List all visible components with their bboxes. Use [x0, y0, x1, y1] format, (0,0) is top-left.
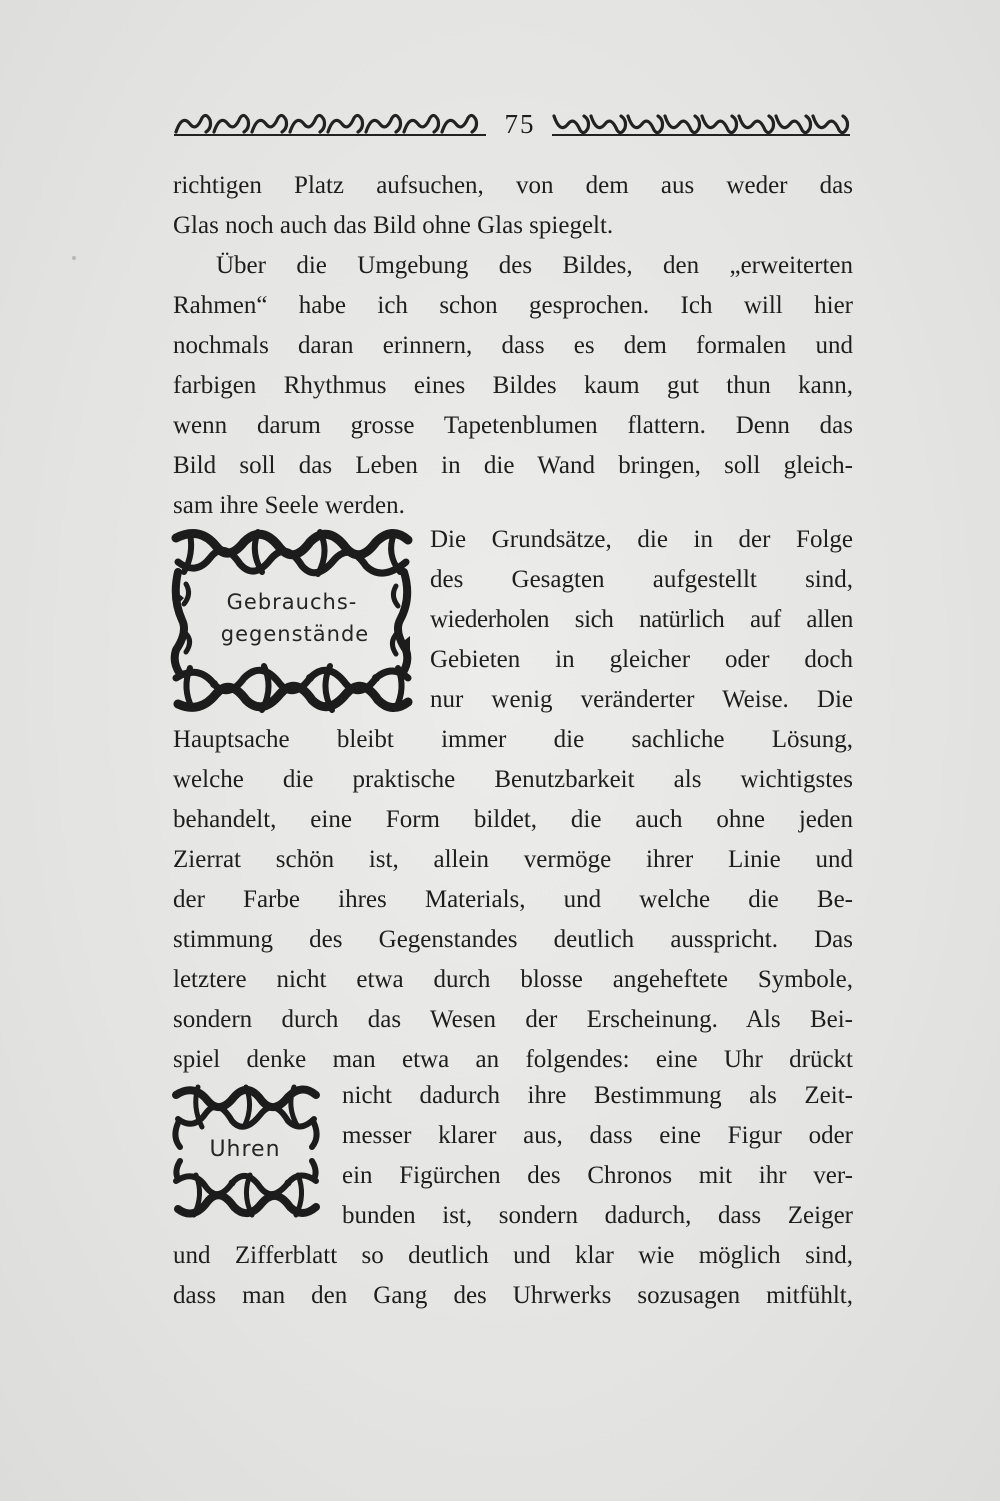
- text-line-1: richtigen Platz aufsuchen, von dem aus weder das: [173, 172, 853, 199]
- page-number: 75: [504, 109, 536, 139]
- text-line-29: dass man den Gang des Uhrwerks sozusagen mitfühlt,: [173, 1282, 853, 1309]
- heading-label-gegenstaende: gegenstände: [220, 622, 370, 646]
- heading-label-uhren: Uhren: [209, 1137, 281, 1162]
- text-line-4: Rahmen“ habe ich schon gesprochen. Ich will hier: [173, 292, 853, 319]
- text-line-5: nochmals daran erinnern, dass es dem formalen und: [173, 332, 853, 359]
- text-line-17: behandelt, eine Form bildet, die auch ohne jeden: [173, 806, 853, 833]
- text-line-11: des Gesagten aufgestellt sind,: [430, 566, 853, 593]
- vine-ornament-frame-icon: [170, 528, 414, 713]
- text-line-16: welche die praktische Benutzbarkeit als wichtigstes: [173, 766, 853, 793]
- text-line-25: messer klarer aus, dass eine Figur oder: [342, 1122, 853, 1149]
- text-line-9: sam ihre Seele werden.: [173, 492, 405, 519]
- text-line-22: sondern durch das Wesen der Erscheinung. Als Bei-: [173, 1006, 853, 1033]
- marginal-heading-uhren: [172, 1083, 320, 1219]
- text-line-26: ein Figürchen des Chronos mit ihr ver-: [342, 1162, 853, 1189]
- text-line-8: Bild soll das Leben in die Wand bringen, soll gleich-: [173, 452, 853, 479]
- header-ornament-left: [172, 110, 488, 138]
- header-ornament-right: [550, 110, 852, 138]
- text-line-7: wenn darum grosse Tapetenblumen flattern. Denn das: [173, 412, 853, 439]
- text-line-24: nicht dadurch ihre Bestimmung als Zeit-: [342, 1082, 853, 1109]
- text-line-13: Gebieten in gleicher oder doch: [430, 646, 853, 673]
- text-line-21: letztere nicht etwa durch blosse angeheftete Symbole,: [173, 966, 853, 993]
- text-line-27: bunden ist, sondern dadurch, dass Zeiger: [342, 1202, 853, 1229]
- text-line-12: wiederholen sich natürlich auf allen: [430, 606, 853, 633]
- text-line-3: Über die Umgebung des Bildes, den „erweiterten: [216, 252, 853, 279]
- text-line-10: Die Grundsätze, die in der Folge: [430, 526, 853, 553]
- text-line-23: spiel denke man etwa an folgendes: eine Uhr drückt: [173, 1046, 853, 1073]
- text-line-19: der Farbe ihres Materials, und welche die Be-: [173, 886, 853, 913]
- text-line-28: und Zifferblatt so deutlich und klar wie möglich sind,: [173, 1242, 853, 1269]
- running-header: [172, 106, 852, 142]
- text-line-20: stimmung des Gegenstandes deutlich ausspricht. Das: [173, 926, 853, 953]
- text-line-2: [173, 206, 853, 246]
- text-line-2-content: Glas noch auch das Bild ohne Glas spiegelt.: [173, 212, 614, 239]
- paper-speck: [72, 256, 76, 260]
- marginal-heading-gebrauchsgegenstaende: [170, 528, 414, 713]
- heading-label-gebrauchs: Gebrauchs-: [226, 590, 358, 614]
- text-line-18: Zierrat schön ist, allein vermöge ihrer Linie und: [173, 846, 853, 873]
- text-line-6: farbigen Rhythmus eines Bildes kaum gut thun kann,: [173, 372, 853, 399]
- text-line-14: nur wenig veränderter Weise. Die: [430, 686, 853, 713]
- text-line-15: Hauptsache bleibt immer die sachliche Lösung,: [173, 726, 853, 753]
